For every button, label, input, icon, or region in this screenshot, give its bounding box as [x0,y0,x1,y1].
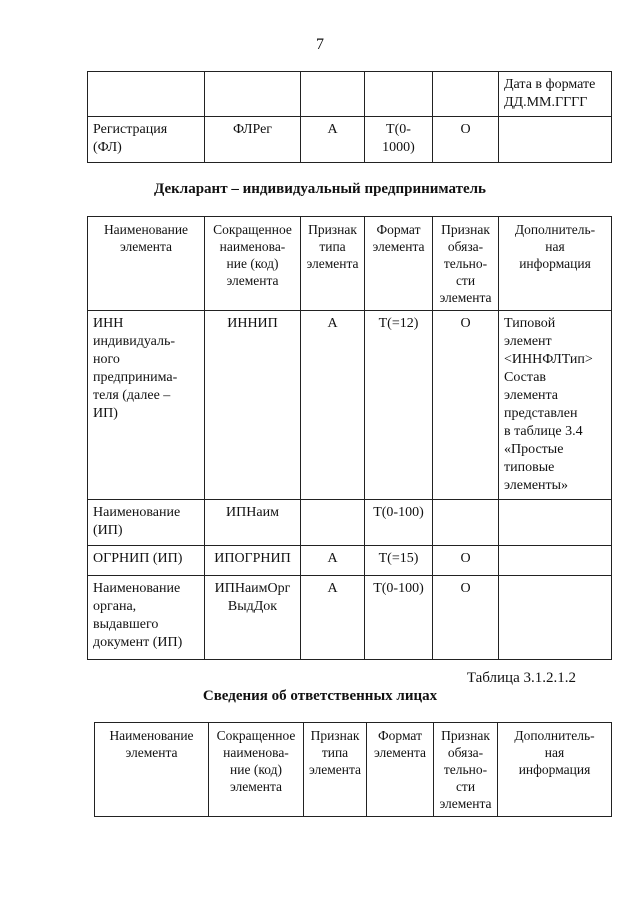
table-cell [499,546,612,576]
table-cell [365,72,433,117]
column-header: Наименование элемента [88,217,205,311]
table-row [88,311,612,500]
table-cell [301,72,365,117]
table-header-row [88,217,612,311]
table-cell: Типовой элемент <ИННФЛТип> Состав элемента представлен в таблице 3.4 «Простые типовые элементы» [499,311,612,500]
table-cell: ИННИП [205,311,301,500]
table-caption: Таблица 3.1.2.1.2 [466,670,576,686]
table-cell: Т(0- 1000) [365,117,433,163]
table-cell: Наименование (ИП) [88,500,205,546]
table-cell: Т(0-100) [365,576,433,660]
table-row [88,546,612,576]
table-cell [205,72,301,117]
table-cell: Т(0-100) [365,500,433,546]
column-header: Сокращенное наименова- ние (код) элемента [209,723,304,817]
table-cell [499,576,612,660]
table-cell: А [301,117,365,163]
column-header: Наименование элемента [95,723,209,817]
table-row [88,500,612,546]
table-cell [301,500,365,546]
table-cell [499,500,612,546]
table-cell: А [301,576,365,660]
section-title: Декларант – индивидуальный предприниматель [154,181,486,197]
table-cell [499,117,612,163]
column-header: Формат элемента [367,723,434,817]
page-number: 7 [316,36,324,53]
table-row [88,117,612,163]
table-cell: Т(=15) [365,546,433,576]
table-row [88,72,612,117]
table-cell: Дата в формате ДД.ММ.ГГГГ [499,72,612,117]
table-cell: Регистрация (ФЛ) [88,117,205,163]
table-cell: ИПНаим [205,500,301,546]
responsible-persons-table [94,722,612,817]
table-cell: А [301,546,365,576]
top-table [87,71,612,163]
table-cell [433,72,499,117]
column-header: Признак типа элемента [304,723,367,817]
column-header: Формат элемента [365,217,433,311]
table-cell: ИНН индивидуаль- ного предпринима- теля (далее – ИП) [88,311,205,500]
column-header: Дополнитель- ная информация [498,723,612,817]
table-cell: А [301,311,365,500]
table-cell: О [433,576,499,660]
table-cell: Т(=12) [365,311,433,500]
column-header: Признак обяза- тельно- сти элемента [434,723,498,817]
table-cell: ОГРНИП (ИП) [88,546,205,576]
table-cell: ФЛРег [205,117,301,163]
entrepreneur-table [87,216,612,660]
table-cell: ИПОГРНИП [205,546,301,576]
table-cell: О [433,546,499,576]
column-header: Сокращенное наименова- ние (код) элемента [205,217,301,311]
table-cell: Наименование органа, выдавшего документ (ИП) [88,576,205,660]
table-cell [433,500,499,546]
table-cell: О [433,311,499,500]
table-cell: О [433,117,499,163]
table-header-row [95,723,612,817]
column-header: Признак типа элемента [301,217,365,311]
section-title: Сведения об ответственных лицах [202,688,438,704]
column-header: Дополнитель- ная информация [499,217,612,311]
table-cell: ИПНаимОрг ВыдДок [205,576,301,660]
table-cell [88,72,205,117]
column-header: Признак обяза- тельно- сти элемента [433,217,499,311]
table-row [88,576,612,660]
